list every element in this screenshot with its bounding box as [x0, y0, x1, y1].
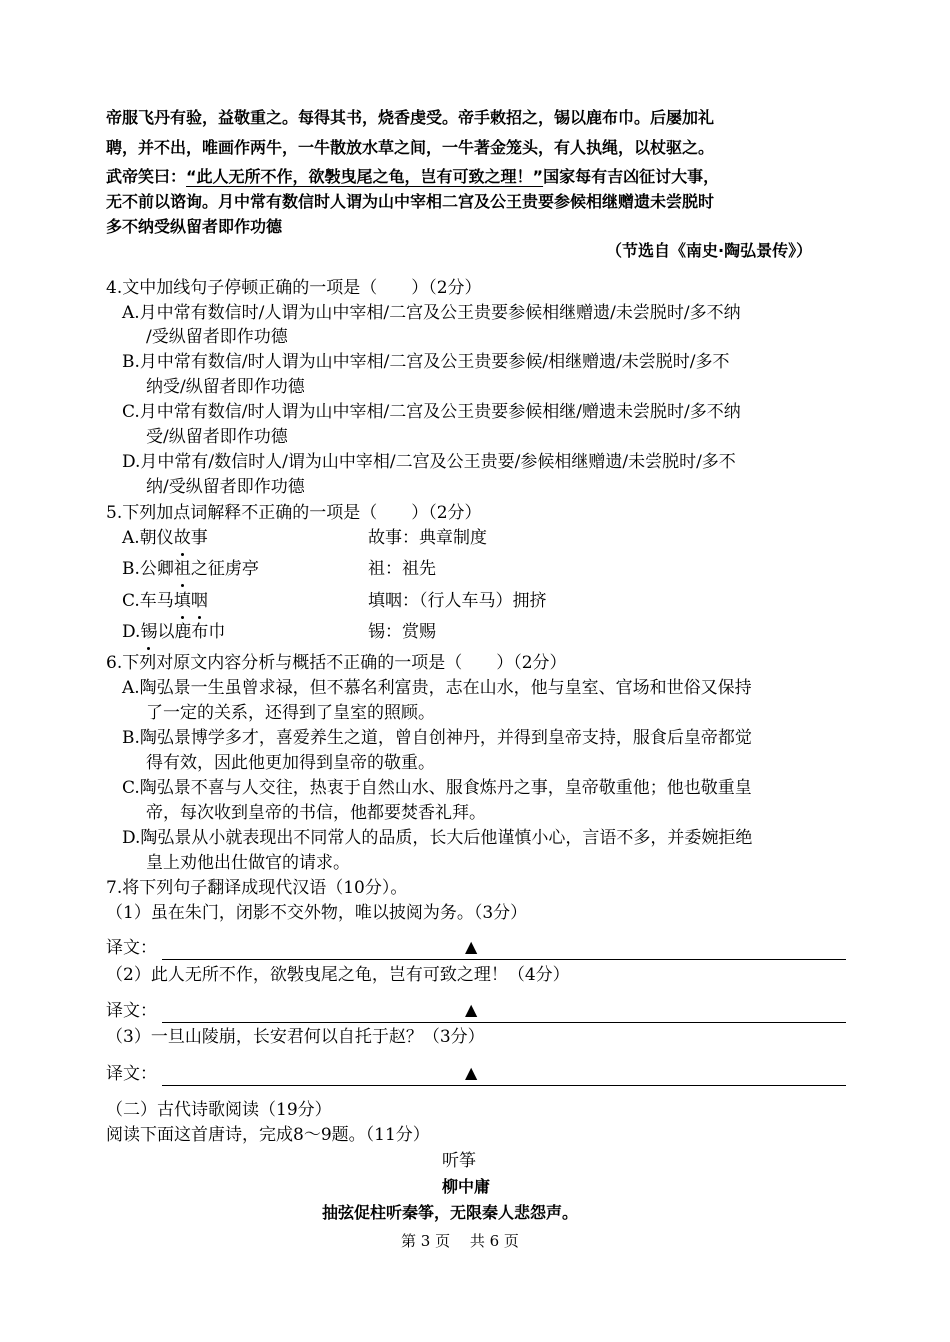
passage-line-3 [106, 164, 719, 189]
q7-answer-label-3: 译文： [106, 1064, 157, 1084]
answer-marker-icon: ▲ [465, 1000, 478, 1019]
q4-option-a-line1: A.月中常有数信时/人谓为山中宰相/二宫及公王贵要参候相继赠遗/未尝脱时/多不纳 [122, 303, 741, 323]
q4-option-b-line2: 纳受/纵留者即作功德 [146, 377, 305, 397]
answer-marker-icon: ▲ [465, 937, 478, 956]
poem-author: 柳中庸 [442, 1177, 491, 1196]
q5-a-dotted: 故 [174, 526, 191, 551]
q5-c-dotted-2: 咽 [191, 589, 208, 614]
passage-line-3a: 武帝笑曰： [106, 167, 187, 186]
q5-d-text-post: 以鹿布巾 [157, 622, 226, 642]
q5-a-explanation: 故事：典章制度 [368, 528, 487, 548]
q6-option-c-line2: 帝，每次收到皇帝的书信，他都要焚香礼拜。 [146, 803, 486, 823]
q5-stem: 5.下列加点词解释不正确的一项是（ ）（2分） [106, 503, 482, 523]
poem-line-1: 抽弦促柱听秦筝，无限秦人悲怨声。 [322, 1203, 579, 1222]
q4-option-c-line1: C.月中常有数信/时人谓为山中宰相/二宫及公王贵要参候相继/赠遗未尝脱时/多不纳 [122, 402, 741, 422]
q4-option-a-line2: /受纵留者即作功德 [146, 327, 288, 347]
q7-answer-label-1: 译文： [106, 938, 157, 958]
q5-c-text-pre: C.车马 [122, 591, 174, 611]
poem-title: 听筝 [442, 1151, 476, 1171]
q7-stem: 7.将下列句子翻译成现代汉语（10分）。 [106, 878, 408, 898]
q6-option-b-line2: 得有效，因此他更加得到皇帝的敬重。 [146, 753, 435, 773]
q5-a-text-pre: A.朝仪 [122, 528, 174, 548]
q4-option-d-line1: D.月中常有/数信时人/谓为山中宰相/二宫及公王贵要/参候相继赠遗/未尝脱时/多不 [122, 452, 736, 472]
q5-a-text-post: 事 [190, 528, 208, 548]
q6-option-b-line1: B.陶弘景博学多才，喜爱养生之道，曾自创神丹，并得到皇帝支持，服食后皇帝都觉 [122, 728, 752, 748]
q5-b-text-pre: B.公卿 [122, 559, 174, 579]
q5-option-b [122, 557, 852, 582]
q4-option-c-line2: 受/纵留者即作功德 [146, 427, 288, 447]
q4-option-b-line1: B.月中常有数信/时人谓为山中宰相/二宫及公王贵要参候/相继赠遗/未尝脱时/多不 [122, 352, 730, 372]
q5-option-d [122, 620, 852, 645]
q7-sentence-2: （2）此人无所不作，欲斅曳尾之龟，岂有可致之理！（4分） [106, 965, 570, 985]
q5-b-explanation: 祖：祖先 [368, 559, 436, 579]
q5-c-dotted-1: 填 [174, 589, 191, 614]
passage-line-5: 多不纳受纵留者即作功德 [106, 217, 283, 236]
q6-option-d-line2: 皇上劝他出仕做官的请求。 [146, 853, 350, 873]
q7-sentence-3: （3）一旦山陵崩，长安君何以自托于赵？（3分） [106, 1027, 485, 1047]
q5-b-text-post: 之征虏亭 [190, 559, 259, 579]
q5-d-dotted: 锡 [140, 620, 157, 645]
passage-line-3c: 国家每有吉凶征讨大事， [543, 167, 720, 186]
q6-stem: 6.下列对原文内容分析与概括不正确的一项是（ ）（2分） [106, 653, 567, 673]
answer-marker-icon: ▲ [465, 1063, 478, 1082]
poetry-section-title: （二）古代诗歌阅读（19分） [106, 1100, 332, 1120]
q6-option-a-line2: 了一定的关系，还得到了皇室的照顾。 [146, 703, 435, 723]
q7-sentence-1: （1）虽在朱门，闭影不交外物，唯以披阅为务。（3分） [106, 903, 528, 923]
passage-line-2: 聘，并不出，唯画作两牛，一牛散放水草之间，一牛著金笼头，有人执绳，以杖驱之。 [106, 138, 715, 157]
q7-answer-label-2: 译文： [106, 1001, 157, 1021]
q5-c-explanation: 填咽：（行人车马）拥挤 [368, 591, 547, 611]
q5-option-c [122, 589, 852, 614]
passage-quote-underlined: “此人无所不作，欲斅曳尾之龟，岂有可致之理！” [186, 167, 544, 186]
q7-answer-line-3[interactable] [162, 1061, 846, 1086]
q5-b-dotted: 祖 [174, 557, 191, 582]
q5-d-explanation: 锡：赏赐 [368, 622, 436, 642]
passage-source: （节选自《南史·陶弘景传》） [606, 241, 813, 260]
passage-line-1: 帝服飞丹有验，益敬重之。每得其书，烧香虔受。帝手敕招之，锡以鹿布巾。后屡加礼 [106, 108, 715, 127]
q5-d-text-pre: D. [122, 622, 141, 642]
q4-option-d-line2: 纳/受纵留者即作功德 [146, 477, 305, 497]
q7-answer-line-1[interactable] [162, 935, 846, 960]
q6-option-c-line1: C.陶弘景不喜与人交往，热衷于自然山水、服食炼丹之事，皇帝敬重他；他也敬重皇 [122, 778, 752, 798]
passage-line-4: 无不前以谘询。月中常有数信时人谓为山中宰相二宫及公王贵要参候相继赠遗未尝脱时 [106, 192, 715, 211]
q6-option-d-line1: D.陶弘景从小就表现出不同常人的品质，长大后他谨慎小心，言语不多，并委婉拒绝 [122, 828, 753, 848]
q7-answer-line-2[interactable] [162, 998, 846, 1023]
q6-option-a-line1: A.陶弘景一生虽曾求禄，但不慕名利富贵，志在山水，他与皇室、官场和世俗又保持 [122, 678, 752, 698]
q4-stem: 4.文中加线句子停顿正确的一项是（ ）（2分） [106, 278, 482, 298]
q5-option-a [122, 526, 852, 551]
page-footer: 第 3 页 共 6 页 [401, 1232, 519, 1250]
poetry-instructions: 阅读下面这首唐诗，完成8～9题。（11分） [106, 1125, 430, 1145]
